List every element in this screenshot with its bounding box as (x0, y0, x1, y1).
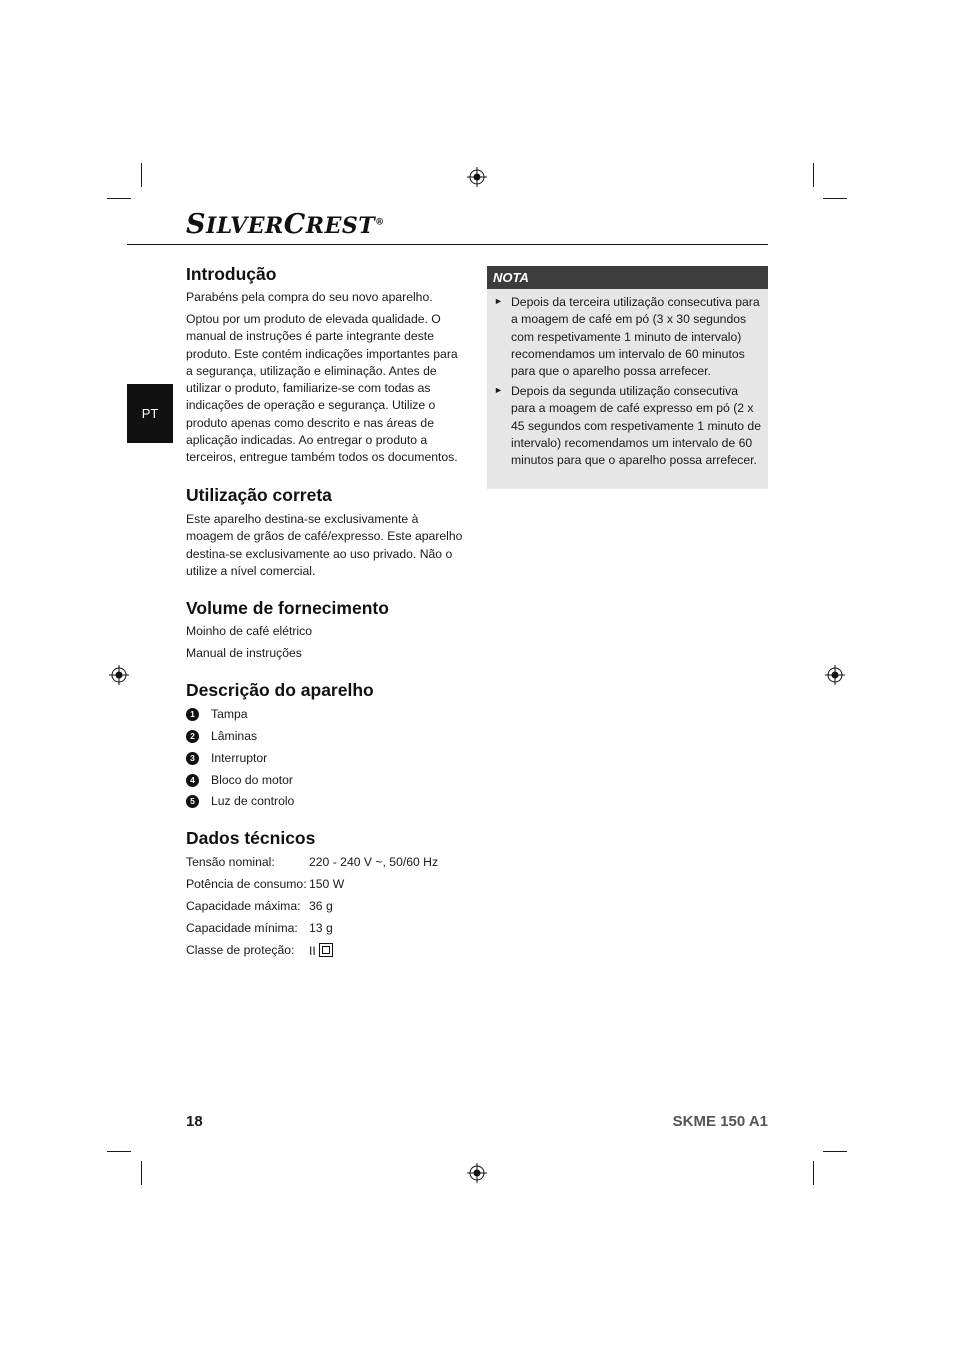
crop-mark (813, 1161, 814, 1185)
registration-mark-icon (109, 665, 129, 685)
part-item (186, 707, 248, 721)
note-item: Depois da terceira utilização consecutiva para a moagem de café em pó (3 x 30 segundos com respetivamente 1 minuto de intervalo) recomendamos um intervalo de 60 minutos para que o aparelho possa arrefecer. (511, 295, 760, 379)
part-number-badge: 3 (186, 752, 199, 765)
crop-mark (141, 1161, 142, 1185)
crop-mark (823, 198, 847, 199)
registration-mark-icon (825, 665, 845, 685)
tech-row (186, 943, 316, 958)
part-number-badge: 2 (186, 730, 199, 743)
note-item: Depois da segunda utilização consecutiva para a moagem de café expresso em pó (2 x 45 segundos com respetivamente 1 minuto de intervalo) recomendamos um intervalo de 60 minutos para que o aparelho possa arrefecer. (511, 384, 761, 468)
supply-item: Manual de instruções (186, 646, 302, 660)
part-label: Interruptor (211, 751, 268, 765)
tech-value: II (309, 943, 333, 958)
tech-value: 220 - 240 V ~, 50/60 Hz (309, 855, 439, 869)
supply-item: Moinho de café elétrico (186, 624, 313, 638)
page-number: 18 (186, 1113, 203, 1130)
crop-mark (107, 1151, 131, 1152)
tech-label: Classe de proteção: (186, 943, 295, 957)
part-label: Luz de controlo (211, 794, 295, 808)
tech-value: 36 g (309, 899, 333, 913)
language-tab: PT (127, 384, 173, 443)
crop-mark (107, 198, 131, 199)
note-box (487, 266, 768, 489)
tech-label: Capacidade mínima: (186, 921, 298, 935)
section-title-description: Descrição do aparelho (186, 680, 374, 700)
section-title-intended-use: Utilização correta (186, 485, 332, 505)
crop-mark (141, 163, 142, 187)
tech-label: Tensão nominal: (186, 855, 275, 869)
part-item (186, 773, 293, 787)
part-item (186, 751, 267, 765)
tech-value: 150 W (309, 877, 345, 891)
section-title-supply: Volume de fornecimento (186, 598, 389, 618)
arrow-bullet-icon: ► (494, 385, 503, 395)
crop-mark (823, 1151, 847, 1152)
tech-row (186, 899, 333, 913)
brand-logo: SILVERCREST® (186, 209, 385, 240)
registration-mark-icon (467, 167, 487, 187)
crop-mark (813, 163, 814, 187)
registration-mark-icon (467, 1163, 487, 1183)
header-divider (127, 244, 768, 245)
protection-class-ii-icon (319, 943, 333, 957)
part-label: Bloco do motor (211, 773, 293, 787)
tech-label: Capacidade máxima: (186, 899, 301, 913)
section-title-technical-data: Dados técnicos (186, 828, 316, 848)
tech-value: 13 g (309, 921, 333, 935)
part-label: Tampa (211, 707, 248, 721)
tech-label: Potência de consumo: (186, 877, 307, 891)
note-title: NOTA (487, 266, 768, 289)
part-item (186, 794, 294, 808)
arrow-bullet-icon: ► (494, 296, 503, 306)
part-number-badge: 1 (186, 708, 199, 721)
section-title-introduction: Introdução (186, 264, 277, 284)
model-number: SKME 150 A1 (672, 1113, 768, 1130)
part-number-badge: 4 (186, 774, 199, 787)
tech-row (186, 921, 333, 935)
part-item (186, 729, 257, 743)
intro-paragraph: Parabéns pela compra do seu novo aparelho. (186, 290, 433, 304)
intended-use-paragraph: Este aparelho destina-se exclusivamente à moagem de grãos de café/expresso. Este aparelho destina-se exclusivamente ao uso privado. Não o utilize a nível comercial. (186, 512, 463, 578)
part-number-badge: 5 (186, 795, 199, 808)
intro-paragraph: Optou por um produto de elevada qualidade. O manual de instruções é parte integrante deste produto. Este contém indicações importantes para a segurança, utilização e eliminação. Antes de utilizar o produto, familiarize-se com todas as indicações de operação e segurança. Utilize o produto apenas como descrito e nas áreas de aplicação indicadas. Ao entregar o produto a terceiros, entregue também todos os documentos. (186, 312, 458, 465)
tech-row (186, 877, 345, 891)
tech-row (186, 855, 439, 869)
part-label: Lâminas (211, 729, 258, 743)
